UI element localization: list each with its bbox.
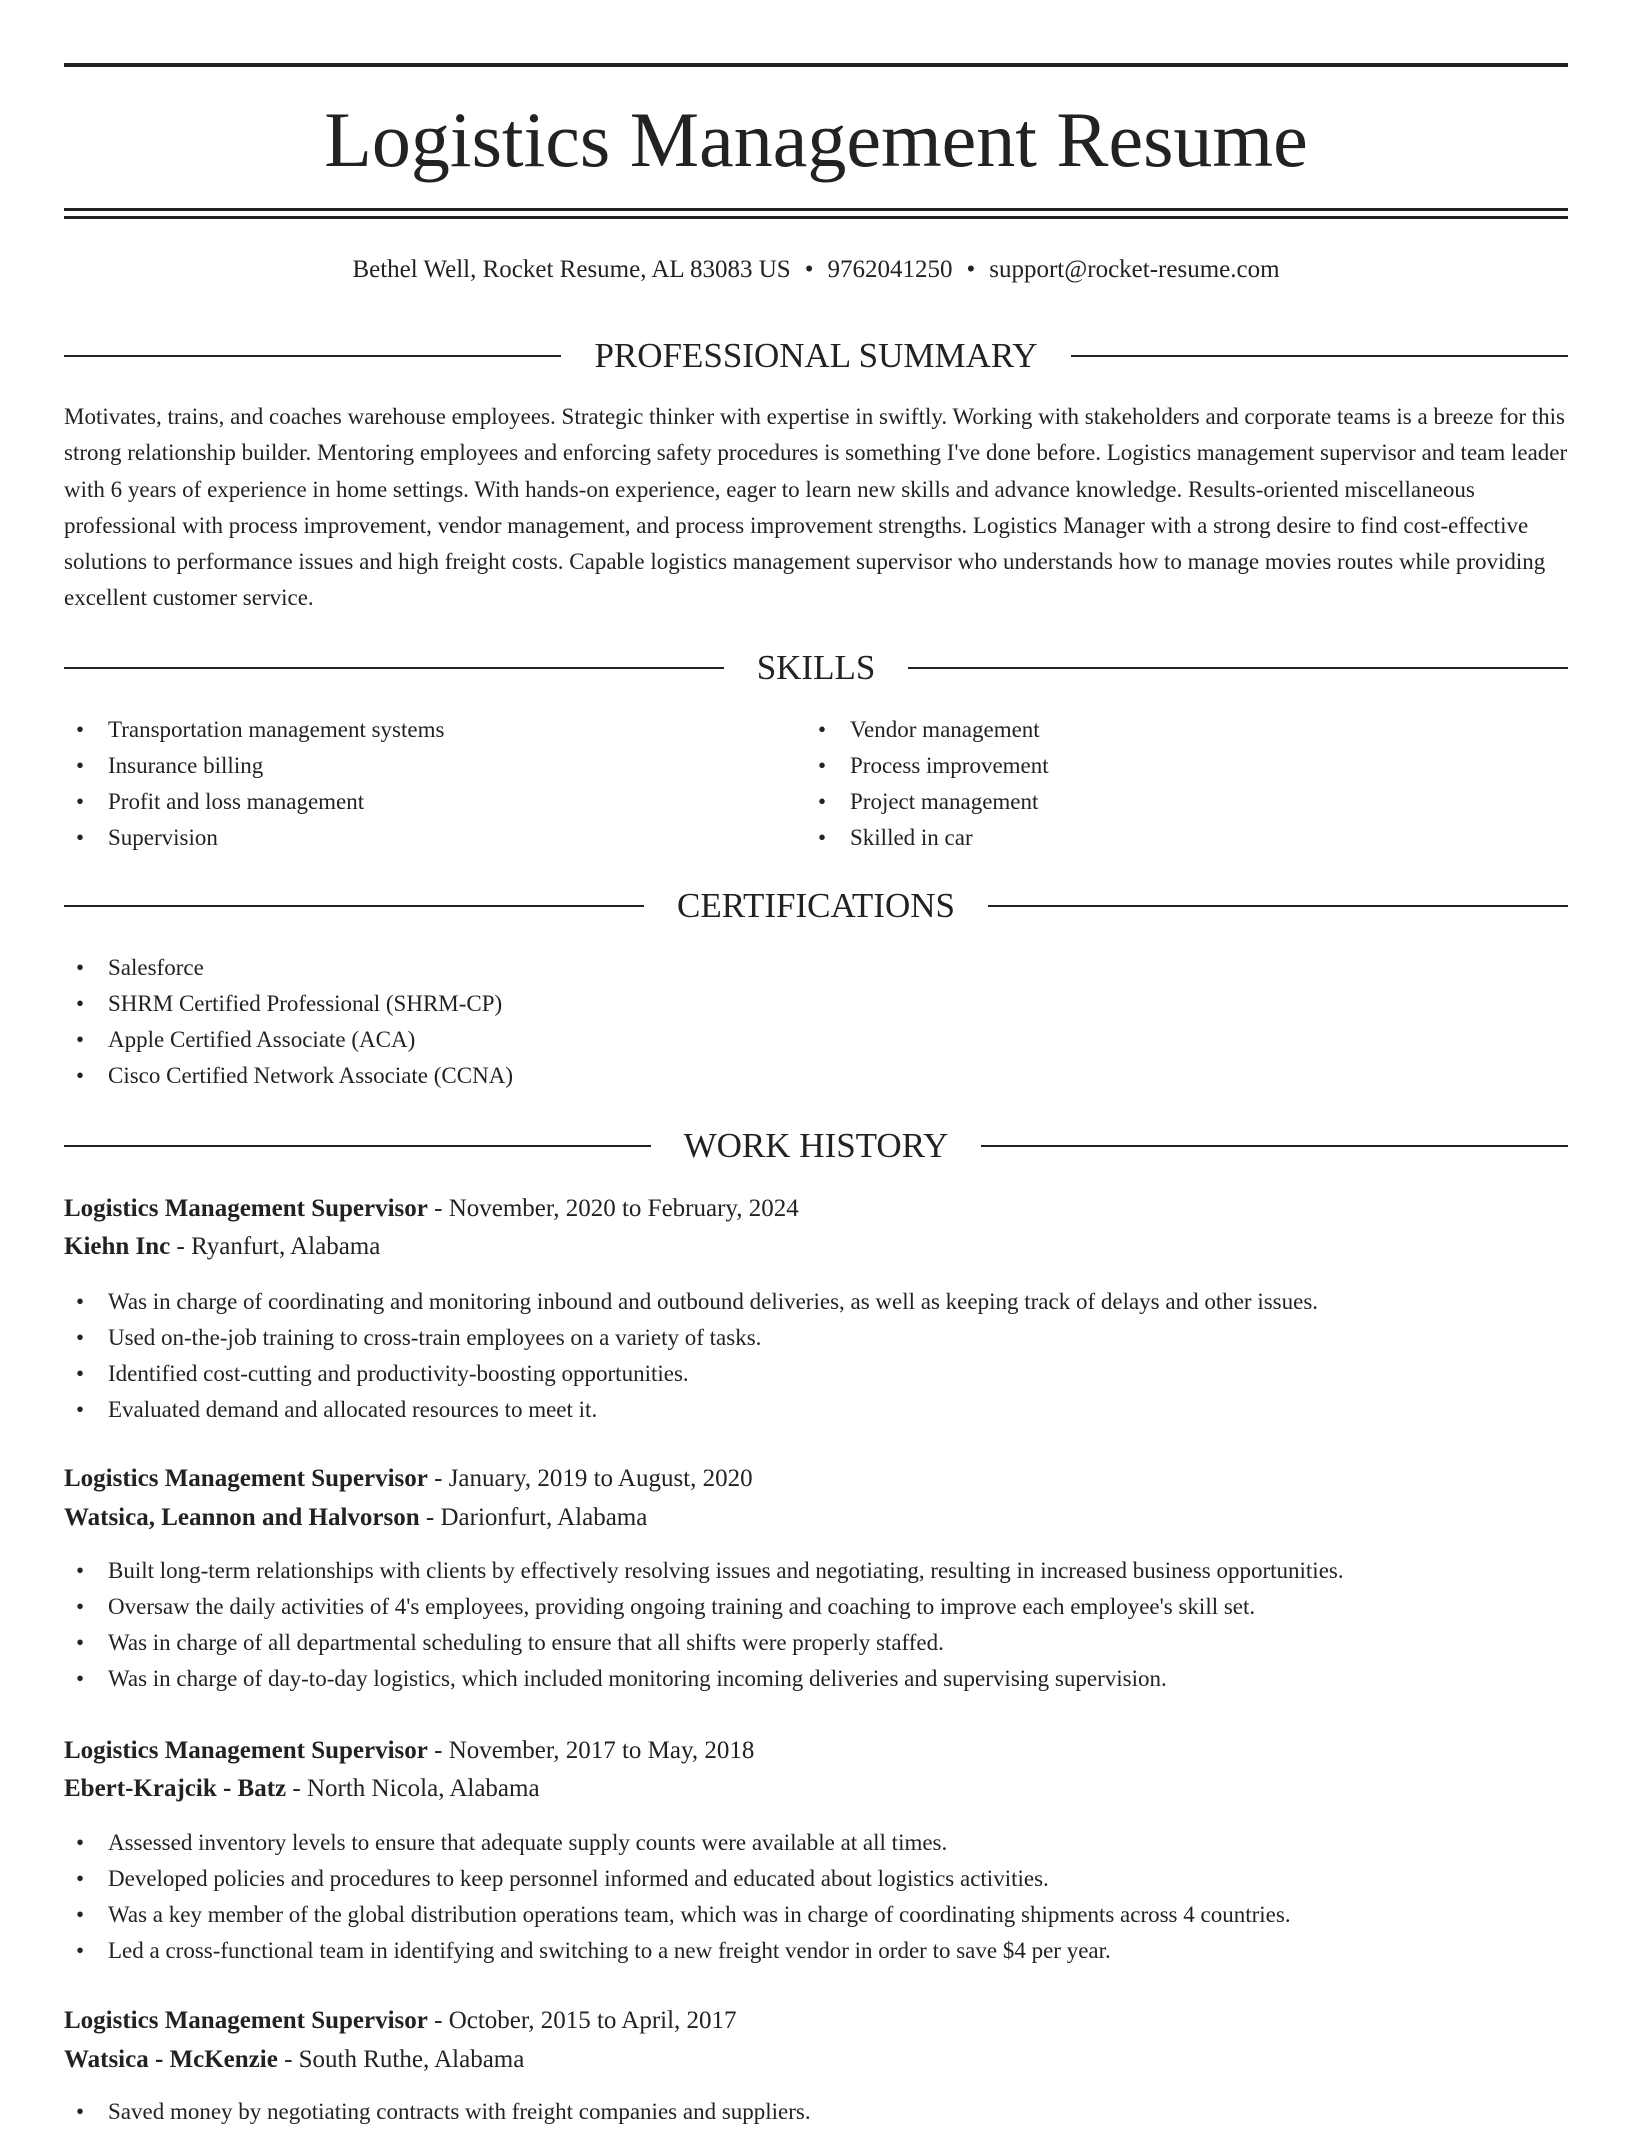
job-title-line: Logistics Management Supervisor - November, 2020 to February, 2024	[64, 1195, 799, 1222]
list-item: • Developed policies and procedures to keep personnel informed and educated about logistics activities.	[64, 1861, 1568, 1897]
summary-text: Motivates, trains, and coaches warehouse employees. Strategic thinker with expertise in swiftly. Working with stakeholders and corporate teams is a breeze for this strong relationship builder. Mentoring employees and enforcing safety procedures is something I've done before. Logistics management supervisor and team leader with 6 years of experience in home settings. With hands-on experience, eager to learn new skills and advance knowledge. Results-oriented miscellaneous professional with process improvement, vendor management, and process improvement strengths. Logistics Manager with a strong desire to find cost-effective solutions to performance issues and high freight costs. Capable logistics management supervisor who understands how to manage movies routes while providing excellent customer service.	[64, 404, 1568, 611]
heading-rule	[908, 667, 1568, 669]
heading-rule	[64, 905, 644, 907]
list-item: • Was in charge of day-to-day logistics, which included monitoring incoming deliveries and supervising supervision.	[64, 1661, 1568, 1697]
job-dates: November, 2017 to May, 2018	[448, 1737, 755, 1764]
list-item: • Was in charge of all departmental scheduling to ensure that all shifts were properly staffed.	[64, 1625, 1568, 1661]
skills-list-left	[64, 712, 806, 856]
heading-rule	[64, 355, 561, 357]
job-title: Logistics Management Supervisor	[64, 1737, 428, 1764]
job-title: Logistics Management Supervisor	[64, 2007, 428, 2034]
contact-separator: •	[966, 256, 976, 283]
job-company-line: Watsica - McKenzie - South Ruthe, Alabama	[64, 2046, 525, 2073]
job-title-line: Logistics Management Supervisor - October, 2015 to April, 2017	[64, 2007, 737, 2034]
title-rule-top	[64, 208, 1568, 211]
section-heading-work-history	[64, 1124, 1568, 1168]
list-item: • Evaluated demand and allocated resources to meet it.	[64, 1392, 1568, 1428]
list-item: • Process improvement	[806, 748, 1548, 784]
skills-list-right	[806, 712, 1548, 856]
list-item: • Supervision	[64, 820, 806, 856]
top-rule	[64, 63, 1568, 67]
job-bullets	[64, 2094, 1568, 2130]
section-heading-summary	[64, 334, 1568, 378]
job-location: South Ruthe, Alabama	[298, 2046, 525, 2073]
job-company: Ebert-Krajcik - Batz	[64, 1775, 287, 1802]
job-title: Logistics Management Supervisor	[64, 1195, 428, 1222]
job-title-line: Logistics Management Supervisor - November, 2017 to May, 2018	[64, 1737, 755, 1764]
title-rule-bottom	[64, 216, 1568, 219]
contact-separator: •	[804, 256, 814, 283]
contact-phone: 9762041250	[827, 256, 953, 283]
list-item: • Used on-the-job training to cross-train employees on a variety of tasks.	[64, 1320, 1568, 1356]
section-heading-certifications	[64, 884, 1568, 928]
list-item: • Cisco Certified Network Associate (CCNA)	[64, 1058, 1568, 1094]
list-item: • Insurance billing	[64, 748, 806, 784]
list-item: • Oversaw the daily activities of 4's employees, providing ongoing training and coaching to improve each employee's skill set.	[64, 1589, 1568, 1625]
list-item: • Salesforce	[64, 950, 1568, 986]
job-location: Ryanfurt, Alabama	[191, 1233, 381, 1260]
job-title-line: Logistics Management Supervisor - January, 2019 to August, 2020	[64, 1465, 753, 1492]
list-item: • Was a key member of the global distribution operations team, which was in charge of coordinating shipments across 4 countries.	[64, 1897, 1568, 1933]
job-company-line: Ebert-Krajcik - Batz - North Nicola, Alabama	[64, 1775, 540, 1802]
section-title: WORK HISTORY	[683, 1126, 949, 1165]
heading-rule	[988, 905, 1568, 907]
list-item: • Was in charge of coordinating and monitoring inbound and outbound deliveries, as well as keeping track of delays and other issues.	[64, 1284, 1568, 1320]
job-dates: November, 2020 to February, 2024	[448, 1195, 799, 1222]
list-item: • SHRM Certified Professional (SHRM-CP)	[64, 986, 1568, 1022]
job-bullets	[64, 1825, 1568, 1969]
job-dates: October, 2015 to April, 2017	[448, 2007, 737, 2034]
job-company-line: Watsica, Leannon and Halvorson - Darionfurt, Alabama	[64, 1504, 648, 1531]
job-title: Logistics Management Supervisor	[64, 1465, 428, 1492]
list-item: • Led a cross-functional team in identifying and switching to a new freight vendor in order to save $4 per year.	[64, 1933, 1568, 1969]
job-location: North Nicola, Alabama	[306, 1775, 540, 1802]
section-title: CERTIFICATIONS	[677, 886, 955, 925]
job-dates: January, 2019 to August, 2020	[448, 1465, 753, 1492]
job-company-line: Kiehn Inc - Ryanfurt, Alabama	[64, 1233, 381, 1260]
job-company: Kiehn Inc	[64, 1233, 171, 1260]
section-title: SKILLS	[756, 648, 876, 687]
list-item: • Transportation management systems	[64, 712, 806, 748]
list-item: • Built long-term relationships with clients by effectively resolving issues and negotiating, resulting in increased business opportunities.	[64, 1553, 1568, 1589]
job-company: Watsica, Leannon and Halvorson	[64, 1504, 420, 1531]
job-location: Darionfurt, Alabama	[440, 1504, 648, 1531]
heading-rule	[64, 667, 724, 669]
section-heading-skills	[64, 646, 1568, 690]
contact-address: Bethel Well, Rocket Resume, AL 83083 US	[352, 256, 791, 283]
job-bullets	[64, 1553, 1568, 1697]
contact-email: support@rocket-resume.com	[989, 256, 1280, 283]
heading-rule	[1071, 355, 1568, 357]
list-item: • Assessed inventory levels to ensure that adequate supply counts were available at all times.	[64, 1825, 1568, 1861]
list-item: • Profit and loss management	[64, 784, 806, 820]
heading-rule	[981, 1145, 1568, 1147]
heading-rule	[64, 1145, 651, 1147]
list-item: • Identified cost-cutting and productivity-boosting opportunities.	[64, 1356, 1568, 1392]
contact-line	[64, 254, 1568, 286]
list-item: • Vendor management	[806, 712, 1548, 748]
list-item: • Apple Certified Associate (ACA)	[64, 1022, 1568, 1058]
job-bullets	[64, 1284, 1568, 1428]
list-item: • Saved money by negotiating contracts with freight companies and suppliers.	[64, 2094, 1568, 2130]
section-title: PROFESSIONAL SUMMARY	[594, 336, 1038, 375]
certifications-list	[64, 950, 1568, 1094]
page-title: Logistics Management Resume	[324, 96, 1308, 183]
list-item: • Project management	[806, 784, 1548, 820]
job-company: Watsica - McKenzie	[64, 2046, 278, 2073]
list-item: • Skilled in car	[806, 820, 1548, 856]
